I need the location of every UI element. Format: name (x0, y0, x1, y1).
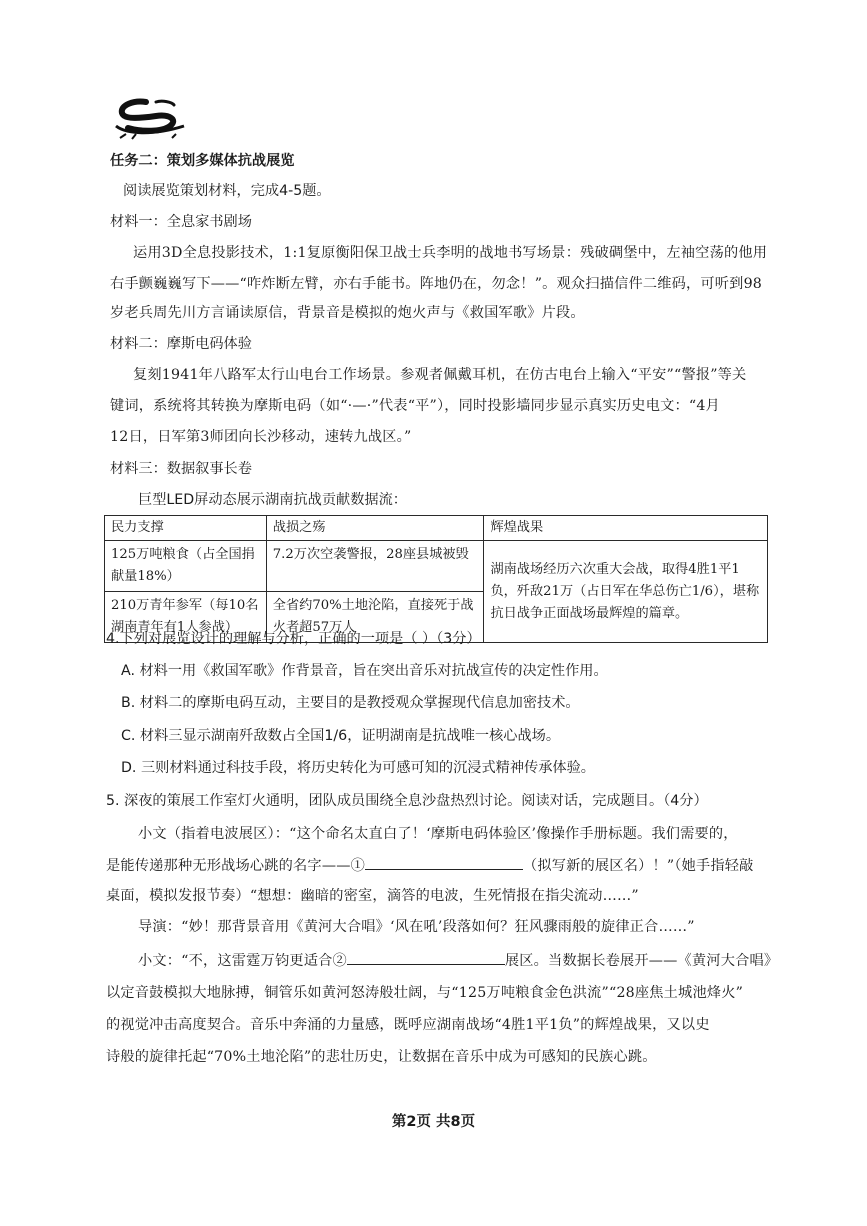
dialogue-text: 小文：“不，这雷霆万钧更适合② (138, 953, 347, 969)
table-header-cell: 民力支撑 (105, 516, 267, 541)
dialogue-line: 诗般的旋律托起“70%土地沦陷”的悲壮历史，让数据在音乐中成为可感知的民族心跳。 (106, 1049, 657, 1065)
table-cell: 125万吨粮食（占全国捐献量18%） (105, 541, 267, 592)
dialogue-text: 展区。当数据长卷展开——《黄河大合唱》 (504, 953, 779, 969)
dialogue-line: 的视觉冲击高度契合。音乐中奔涌的力量感，既呼应湖南战场“4胜1平1负”的辉煌战果，又以史 (106, 1017, 710, 1033)
material2-line: 键词，系统将其转换为摩斯电码（如“·—·”代表“平”），同时投影墙同步显示真实历史电文：“4月 (110, 398, 720, 414)
table-row (105, 541, 768, 592)
material2-heading: 材料二：摩斯电码体验 (110, 336, 252, 352)
table-cell: 全省约70%土地沦陷，直接死于战火者超57万人 (266, 592, 484, 643)
table-cell: 湖南战场经历六次重大会战，取得4胜1平1负，歼敌21万（占日军在华总伤亡1/6），堪称抗日战争正面战场最辉煌的篇章。 (484, 541, 768, 643)
task-title: 任务二：策划多媒体抗战展览 (110, 153, 295, 169)
q5-stem: 5. 深夜的策展工作室灯火通明，团队成员围绕全息沙盘热烈讨论。阅读对话，完成题目。（4分） (106, 793, 708, 809)
material2-line: 复刻1941年八路军太行山电台工作场景。参观者佩戴耳机，在仿古电台上输入“平安”“警报”等关 (133, 367, 747, 383)
material3-intro: 巨型LED屏动态展示湖南抗战贡献数据流： (138, 492, 407, 508)
material1-heading: 材料一：全息家书剧场 (110, 214, 252, 230)
dialogue-line: 桌面，模拟发报节奏）“想想：幽暗的密室，滴答的电波，生死情报在指尖流动……” (106, 888, 639, 904)
page-footer: 第2页 共8页 (391, 1114, 476, 1130)
table-header-cell: 战损之殇 (266, 516, 484, 541)
data-table (104, 515, 768, 643)
table-header-row (105, 516, 768, 541)
q4-option-b: B. 材料二的摩斯电码互动，主要目的是教授观众掌握现代信息加密技术。 (121, 695, 580, 711)
table-cell: 7.2万次空袭警报，28座县城被毁 (266, 541, 484, 592)
dialogue-line: 小文（指着电波展区）：“这个命名太直白了！‘摩斯电码体验区’像操作手册标题。我们需要的， (138, 826, 738, 842)
dialogue-line: 以定音鼓模拟大地脉搏，铜管乐如黄河怒涛般壮阔，与“125万吨粮食金色洪流”“28座焦土城池烽火” (106, 985, 744, 1001)
answer-blank-2[interactable] (347, 964, 505, 965)
q4-stem: 4.下列对展览设计的理解与分析，正确的一项是（ ）（3分） (106, 631, 481, 647)
school-logo-icon (112, 96, 190, 142)
q4-option-d: D. 三则材料通过科技手段，将历史转化为可感可知的沉浸式精神传承体验。 (121, 760, 595, 776)
dialogue-line (138, 950, 778, 972)
dialogue-line: 导演：“妙！那背景音用《黄河大合唱》‘风在吼’段落如何？狂风骤雨般的旋律正合……” (138, 919, 695, 935)
table-cell: 210万青年参军（每10名湖南青年有1人参战） (105, 592, 267, 643)
material3-heading: 材料三：数据叙事长卷 (110, 461, 252, 477)
material2-line: 12日，日军第3师团向长沙移动，速转九战区。” (110, 429, 412, 445)
dialogue-text: （拟写新的展区名）！”（她手指轻敲 (522, 858, 754, 874)
dialogue-text: 是能传递那种无形战场心跳的名字——① (106, 858, 365, 874)
answer-blank-1[interactable] (365, 869, 523, 870)
material1-line: 岁老兵周先川方言诵读原信，背景音是模拟的炮火声与《救国军歌》片段。 (110, 305, 585, 321)
table-header-cell: 辉煌战果 (484, 516, 768, 541)
dialogue-line (106, 855, 754, 877)
q4-option-c: C. 材料三显示湖南歼敌数占全国1/6，证明湖南是抗战唯一核心战场。 (121, 728, 561, 744)
q4-option-a: A. 材料一用《救国军歌》作背景音，旨在突出音乐对抗战宣传的决定性作用。 (121, 663, 608, 679)
task-instruction: 阅读展览策划材料，完成4-5题。 (123, 183, 331, 199)
material1-line: 运用3D全息投影技术，1:1复原衡阳保卫战士兵李明的战地书写场景：残破碉堡中，左袖空荡的他用 (133, 245, 768, 261)
material1-line: 右手颤巍巍写下——“咋炸断左臂，亦右手能书。阵地仍在，勿念！”。观众扫描信件二维码，可听到98 (110, 276, 763, 292)
